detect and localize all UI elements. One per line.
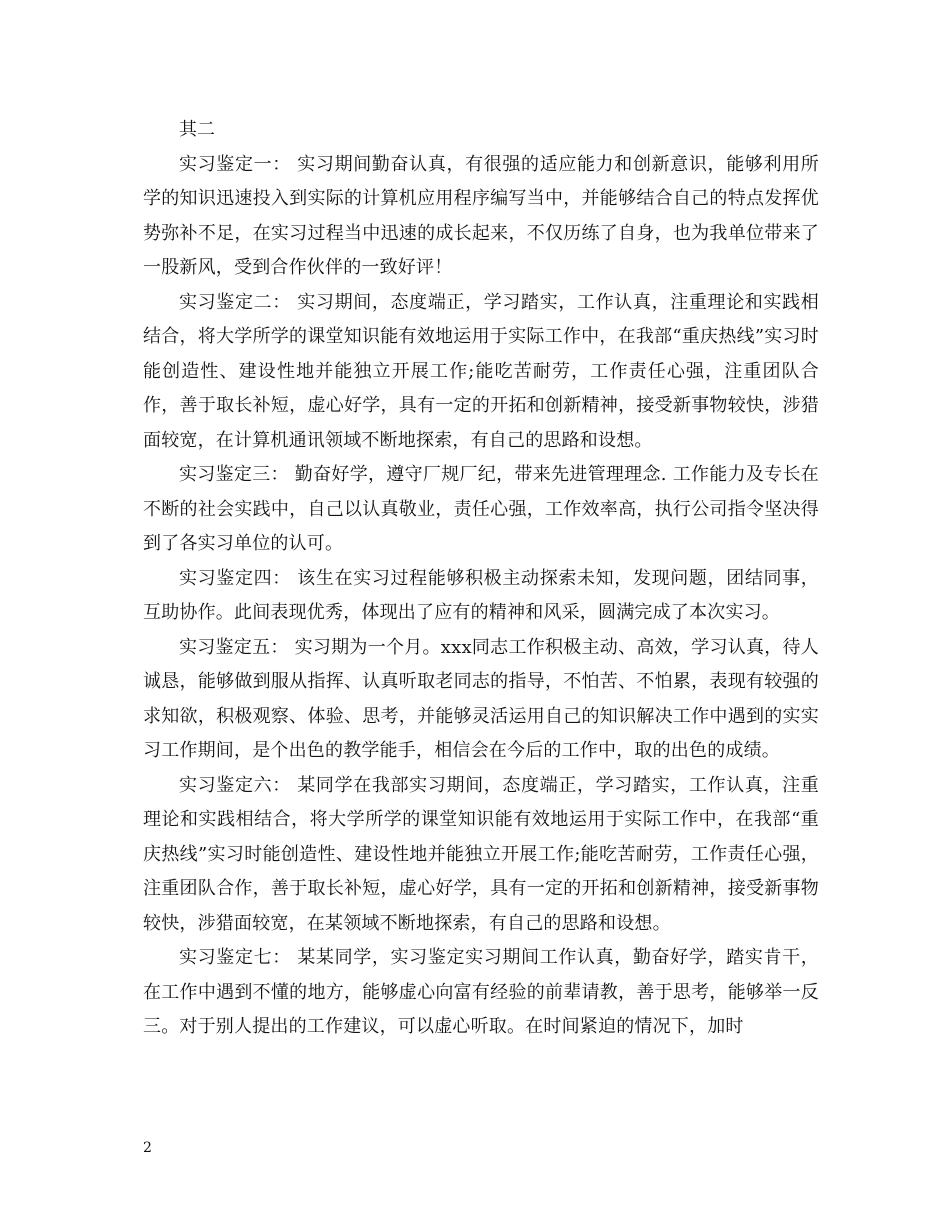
document-body xyxy=(143,113,819,1045)
paragraph-appraisal-7: 实习鉴定七： 某某同学，实习鉴定实习期间工作认真，勤奋好学，踏实肯干，在工作中遇到不懂的地方，能够虚心向富有经验的前辈请教，善于思考，能够举一反三。对于别人提出的工作建议，可以虚心听取。在时间紧迫的情况下，加时 xyxy=(143,947,819,1037)
paragraph-appraisal-2: 实习鉴定二： 实习期间，态度端正，学习踏实，工作认真，注重理论和实践相结合，将大学所学的课堂知识能有效地运用于实际工作中，在我部“重庆热线”实习时能创造性、建设性地并能独立开展工作;能吃苦耐劳，工作责任心强，注重团队合作，善于取长补短，虚心好学，具有一定的开拓和创新精神，接受新事物较快，涉猎面较宽，在计算机通讯领域不断地探索，有自己的思路和设想。 xyxy=(143,291,819,451)
paragraph-appraisal-4: 实习鉴定四： 该生在实习过程能够积极主动探索未知，发现问题，团结同事，互助协作。此间表现优秀，体现出了应有的精神和风采，圆满完成了本次实习。 xyxy=(143,567,819,623)
paragraph-appraisal-6: 实习鉴定六： 某同学在我部实习期间，态度端正，学习踏实，工作认真，注重理论和实践相结合，将大学所学的课堂知识能有效地运用于实际工作中，在我部“重庆热线”实习时能创造性、建设性地并能独立开展工作;能吃苦耐劳，工作责任心强，注重团队合作，善于取长补短，虚心好学，具有一定的开拓和创新精神，接受新事物较快，涉猎面较宽，在某领域不断地探索，有自己的思路和设想。 xyxy=(143,774,819,934)
page-number: 2 xyxy=(143,1140,152,1156)
paragraph-appraisal-1: 实习鉴定一： 实习期间勤奋认真，有很强的适应能力和创新意识，能够利用所学的知识迅速投入到实际的计算机应用程序编写当中，并能够结合自己的特点发挥优势弥补不足，在实习过程当中迅速的成长起来，不仅历练了自身，也为我单位带来了一股新风，受到合作伙伴的一致好评！ xyxy=(143,153,819,278)
paragraph-appraisal-5: 实习鉴定五： 实习期为一个月。xxx同志工作积极主动、高效，学习认真，待人诚恳，能够做到服从指挥、认真听取老同志的指导，不怕苦、不怕累，表现有较强的求知欲，积极观察、体验、思考，并能够灵活运用自己的知识解决工作中遇到的实实习工作期间，是个出色的教学能手，相信会在今后的工作中，取的出色的成绩。 xyxy=(143,636,819,761)
paragraph-appraisal-3: 实习鉴定三： 勤奋好学，遵守厂规厂纪，带来先进管理理念. 工作能力及专长在不断的社会实践中，自己以认真敬业，责任心强，工作效率高，执行公司指令坚决得到了各实习单位的认可。 xyxy=(143,464,819,554)
section-title: 其二 xyxy=(179,119,215,140)
